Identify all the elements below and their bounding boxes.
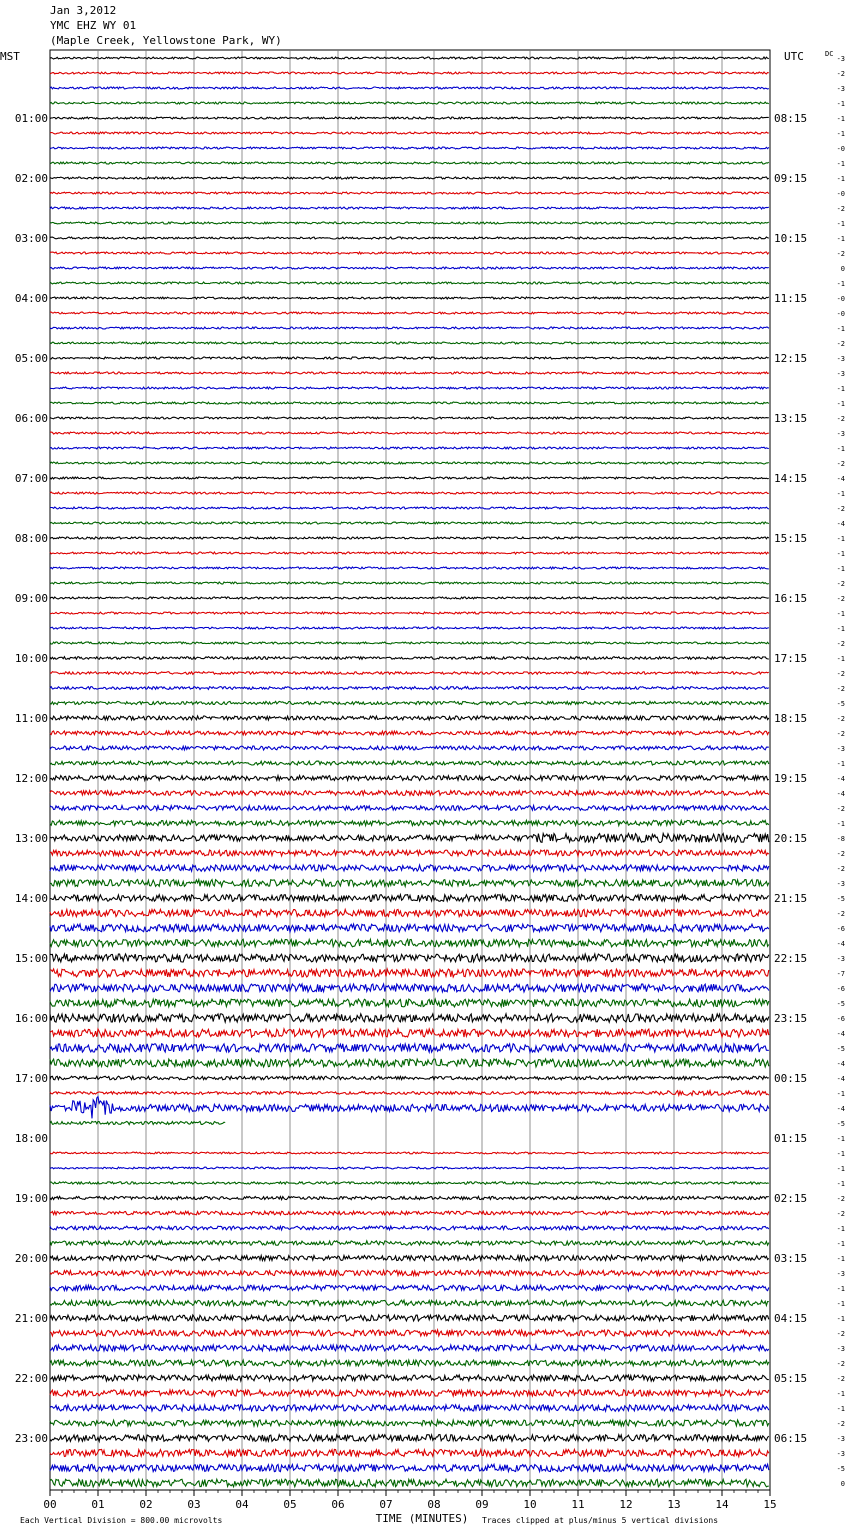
dc-offset-label: -1 [836,220,845,228]
trace-line [50,492,769,494]
trace-line [50,1044,769,1052]
right-hour-label: 06:15 [774,1432,808,1445]
x-tick-label: 11 [571,1498,585,1511]
trace-line [50,132,769,134]
dc-offset-label: -1 [836,535,845,543]
trace-line [50,477,769,479]
dc-offset-label: -0 [836,190,845,198]
dc-offset-label: -2 [836,640,845,648]
trace-line [50,1390,769,1396]
trace-line [50,1405,769,1411]
dc-offset-label: -1 [836,445,845,453]
x-tick-label: 12 [619,1498,633,1511]
trace-line [50,954,769,962]
dc-offset-label: -0 [836,295,845,303]
left-hour-label: 21:00 [14,1312,48,1325]
trace-line [50,1449,769,1456]
trace-line [50,87,769,89]
trace-line [50,1196,769,1199]
dc-offset-label: -5 [836,1000,845,1008]
dc-offset-label: -1 [836,655,845,663]
dc-offset-label: -6 [836,1015,845,1023]
left-hour-label: 01:00 [14,112,48,125]
right-hour-label: 00:15 [774,1072,808,1085]
trace-line [50,1330,769,1336]
trace-line [50,716,769,720]
dc-offset-label: -1 [836,490,845,498]
station-location: (Maple Creek, Yellowstone Park, WY) [50,34,282,47]
trace-line [50,1255,769,1260]
trace-line [50,1029,769,1037]
right-hour-label: 08:15 [774,112,808,125]
trace-line [50,267,769,269]
dc-offset-label: 0 [840,1480,845,1488]
right-hour-label: 04:15 [774,1312,808,1325]
dc-offset-label: -1 [836,280,845,288]
dc-offset-label: -1 [836,1090,845,1098]
dc-offset-label: -4 [836,475,845,483]
trace-line [50,761,769,765]
dc-offset-label: -4 [836,1105,845,1113]
dc-offset-label: -3 [836,880,845,888]
dc-offset-label: -5 [836,1465,845,1473]
x-tick-label: 10 [523,1498,537,1511]
dc-offset-label: -3 [836,55,845,63]
left-hour-label: 18:00 [14,1132,48,1145]
dc-offset-label: -2 [836,250,845,258]
dc-offset-label: -2 [836,1330,845,1338]
trace-line [50,1059,769,1067]
dc-offset-label: -0 [836,310,845,318]
trace-line [50,1226,769,1230]
trace-line [50,1014,769,1022]
trace-line [50,731,769,735]
footer-scale-note: Each Vertical Division = 800.00 microvolts [20,1516,223,1525]
right-hour-label: 17:15 [774,652,808,665]
trace-line [50,522,769,524]
dc-offset-label: -3 [836,430,845,438]
left-hour-label: 22:00 [14,1372,48,1385]
dc-offset-label: -1 [836,1255,845,1263]
right-hour-label: 19:15 [774,772,808,785]
dc-offset-label: -3 [836,1345,845,1353]
trace-line [50,1360,769,1366]
dc-offset-label: -5 [836,700,845,708]
trace-line [50,999,769,1007]
right-hour-label: 09:15 [774,172,808,185]
dc-offset-label: -1 [836,625,845,633]
dc-offset-label: -3 [836,1270,845,1278]
dc-offset-label: -2 [836,1360,845,1368]
dc-offset-label: -3 [836,745,845,753]
right-hour-label: 03:15 [774,1252,808,1265]
trace-line [50,834,769,843]
dc-offset-label: -5 [836,1045,845,1053]
dc-offset-label: -3 [836,370,845,378]
right-hour-label: 18:15 [774,712,808,725]
trace-line [50,1152,769,1154]
trace-line [50,1076,769,1080]
dc-offset-label: -4 [836,1030,845,1038]
dc-offset-label: -1 [836,1315,845,1323]
dc-offset-label: -4 [836,790,845,798]
left-hour-label: 13:00 [14,832,48,845]
trace-line [50,1241,769,1245]
trace-line [50,237,769,239]
dc-offset-label: -1 [836,235,845,243]
dc-offset-label: -1 [836,130,845,138]
trace-line [50,909,769,916]
trace-line [50,1315,769,1321]
trace-line [50,1211,769,1215]
right-hour-label: 15:15 [774,532,808,545]
trace-line [50,1121,225,1124]
dc-offset-label: -2 [836,205,845,213]
dc-offset-label: -2 [836,805,845,813]
dc-offset-label: -3 [836,355,845,363]
dc-offset-label: -2 [836,715,845,723]
trace-line [50,432,769,434]
dc-offset-label: -2 [836,580,845,588]
dc-offset-label: -1 [836,1225,845,1233]
dc-offset-label: -2 [836,505,845,513]
trace-line [50,687,769,690]
trace-line [50,1345,769,1351]
x-tick-label: 08 [427,1498,441,1511]
trace-line [50,162,769,164]
x-tick-label: 13 [667,1498,681,1511]
record-date: Jan 3,2012 [50,4,117,17]
dc-offset-label: -5 [836,1120,845,1128]
trace-line [50,252,769,254]
station-code: YMC EHZ WY 01 [50,19,137,32]
trace-line [50,924,769,932]
trace-line [50,102,769,104]
dc-offset-label: -4 [836,520,845,528]
left-hour-label: 20:00 [14,1252,48,1265]
dc-offset-label: -2 [836,670,845,678]
dc-offset-label: -6 [836,925,845,933]
trace-line [50,672,769,675]
dc-offset-label: -3 [836,955,845,963]
dc-offset-label: -1 [836,1240,845,1248]
trace-line [50,222,769,224]
dc-offset-label: -1 [836,1300,845,1308]
dc-offset-label: -1 [836,1390,845,1398]
trace-line [50,880,769,887]
right-hour-label: 13:15 [774,412,808,425]
dc-offset-label: -4 [836,1075,845,1083]
dc-offset-label: -3 [836,1450,845,1458]
dc-offset-label: -1 [836,550,845,558]
dc-offset-label: -2 [836,1195,845,1203]
right-hour-label: 14:15 [774,472,808,485]
trace-line [50,1182,769,1184]
trace-line [50,177,769,179]
dc-offset-label: -6 [836,985,845,993]
trace-line [50,417,769,419]
right-hour-label: 20:15 [774,832,808,845]
left-hour-label: 23:00 [14,1432,48,1445]
dc-offset-label: -5 [836,895,845,903]
dc-offset-label: -2 [836,460,845,468]
trace-line [50,984,769,992]
dc-offset-label: -8 [836,835,845,843]
trace-line [50,746,769,750]
footer-clip-note: Traces clipped at plus/minus 5 vertical divisions [482,1516,719,1525]
trace-line [50,312,769,314]
dc-offset-label: -1 [836,1135,845,1143]
left-hour-label: 15:00 [14,952,48,965]
right-hour-label: 01:15 [774,1132,808,1145]
trace-line [50,282,769,284]
trace-line [50,612,769,614]
left-hour-label: 06:00 [14,412,48,425]
trace-line [50,297,769,299]
dc-offset-label: -1 [836,1165,845,1173]
dc-offset-label: -1 [836,175,845,183]
trace-line [50,1464,769,1471]
right-hour-label: 02:15 [774,1192,808,1205]
trace-line [50,895,769,902]
trace-line [50,462,769,464]
left-hour-label: 08:00 [14,532,48,545]
left-hour-label: 12:00 [14,772,48,785]
trace-line [50,342,769,344]
trace-line [50,1300,769,1306]
dc-offset-label: -7 [836,970,845,978]
trace-line [50,597,769,599]
left-hour-label: 07:00 [14,472,48,485]
trace-line [50,327,769,329]
trace-line [50,57,769,59]
right-hour-label: 11:15 [774,292,808,305]
x-tick-label: 01 [91,1498,105,1511]
trace-line [50,447,769,449]
dc-offset-label: -1 [836,385,845,393]
dc-offset-label: -1 [836,325,845,333]
dc-label: DC [825,50,834,58]
left-timezone-label: MST [0,50,20,63]
dc-offset-label: -4 [836,1060,845,1068]
trace-line [50,402,769,404]
dc-offset-label: -1 [836,160,845,168]
trace-line [50,657,769,660]
left-hour-label: 05:00 [14,352,48,365]
dc-offset-label: -2 [836,850,845,858]
trace-line [50,850,769,856]
dc-offset-label: -3 [836,85,845,93]
trace-line [50,1167,769,1169]
dc-offset-label: -2 [836,910,845,918]
dc-offset-label: -1 [836,820,845,828]
x-tick-label: 15 [763,1498,777,1511]
dc-offset-label: -2 [836,415,845,423]
dc-offset-label: -1 [836,400,845,408]
dc-offset-label: -2 [836,1375,845,1383]
trace-line [50,1479,769,1487]
dc-offset-label: -2 [836,595,845,603]
trace-line [50,969,769,977]
right-hour-label: 05:15 [774,1372,808,1385]
trace-line [50,642,769,644]
trace-line [50,1097,769,1119]
left-hour-label: 02:00 [14,172,48,185]
trace-line [50,1375,769,1381]
dc-offset-label: -2 [836,865,845,873]
dc-offset-label: -1 [836,100,845,108]
left-hour-label: 17:00 [14,1072,48,1085]
dc-offset-label: -2 [836,1420,845,1428]
dc-offset-label: -1 [836,1150,845,1158]
x-tick-label: 04 [235,1498,249,1511]
dc-offset-label: 0 [840,265,845,273]
dc-offset-label: -1 [836,610,845,618]
trace-line [50,1091,769,1096]
left-hour-label: 10:00 [14,652,48,665]
trace-line [50,701,769,704]
trace-line [50,939,769,947]
dc-offset-label: -1 [836,565,845,573]
trace-line [50,806,769,811]
dc-offset-label: -2 [836,730,845,738]
trace-line [50,820,769,825]
trace-line [50,567,769,569]
trace-line [50,1420,769,1426]
dc-offset-label: -1 [836,1285,845,1293]
x-tick-label: 02 [139,1498,153,1511]
x-tick-label: 00 [43,1498,57,1511]
right-hour-label: 21:15 [774,892,808,905]
trace-line [50,372,769,374]
left-hour-label: 16:00 [14,1012,48,1025]
dc-offset-label: -1 [836,760,845,768]
trace-line [50,117,769,119]
dc-offset-label: -2 [836,1210,845,1218]
right-timezone-label: UTC [784,50,804,63]
dc-offset-label: -2 [836,340,845,348]
x-tick-label: 06 [331,1498,345,1511]
right-hour-label: 22:15 [774,952,808,965]
left-hour-label: 04:00 [14,292,48,305]
trace-line [50,387,769,389]
dc-offset-label: -1 [836,1405,845,1413]
trace-line [50,582,769,584]
left-hour-label: 03:00 [14,232,48,245]
dc-offset-label: -1 [836,115,845,123]
x-tick-label: 07 [379,1498,393,1511]
dc-offset-label: -4 [836,940,845,948]
trace-line [50,552,769,554]
trace-line [50,627,769,629]
trace-line [50,1285,769,1291]
right-hour-label: 16:15 [774,592,808,605]
trace-line [50,207,769,209]
trace-line [50,357,769,359]
trace-line [50,1435,769,1442]
x-tick-label: 14 [715,1498,729,1511]
dc-offset-label: -2 [836,685,845,693]
trace-line [50,791,769,796]
trace-line [50,72,769,74]
left-hour-label: 11:00 [14,712,48,725]
trace-line [50,865,769,871]
trace-line [50,776,769,781]
dc-offset-label: -3 [836,1435,845,1443]
x-tick-label: 03 [187,1498,201,1511]
dc-offset-label: -0 [836,145,845,153]
x-axis-label: TIME (MINUTES) [375,1512,469,1525]
trace-line [50,537,769,539]
right-hour-label: 10:15 [774,232,808,245]
trace-line [50,147,769,149]
trace-line [50,1270,769,1275]
dc-offset-label: -4 [836,775,845,783]
left-hour-label: 09:00 [14,592,48,605]
right-hour-label: 12:15 [774,352,808,365]
dc-offset-label: -1 [836,1180,845,1188]
trace-line [50,507,769,509]
trace-line [50,192,769,194]
right-hour-label: 23:15 [774,1012,808,1025]
left-hour-label: 14:00 [14,892,48,905]
x-tick-label: 09 [475,1498,489,1511]
dc-offset-label: -2 [836,70,845,78]
x-tick-label: 05 [283,1498,297,1511]
left-hour-label: 19:00 [14,1192,48,1205]
